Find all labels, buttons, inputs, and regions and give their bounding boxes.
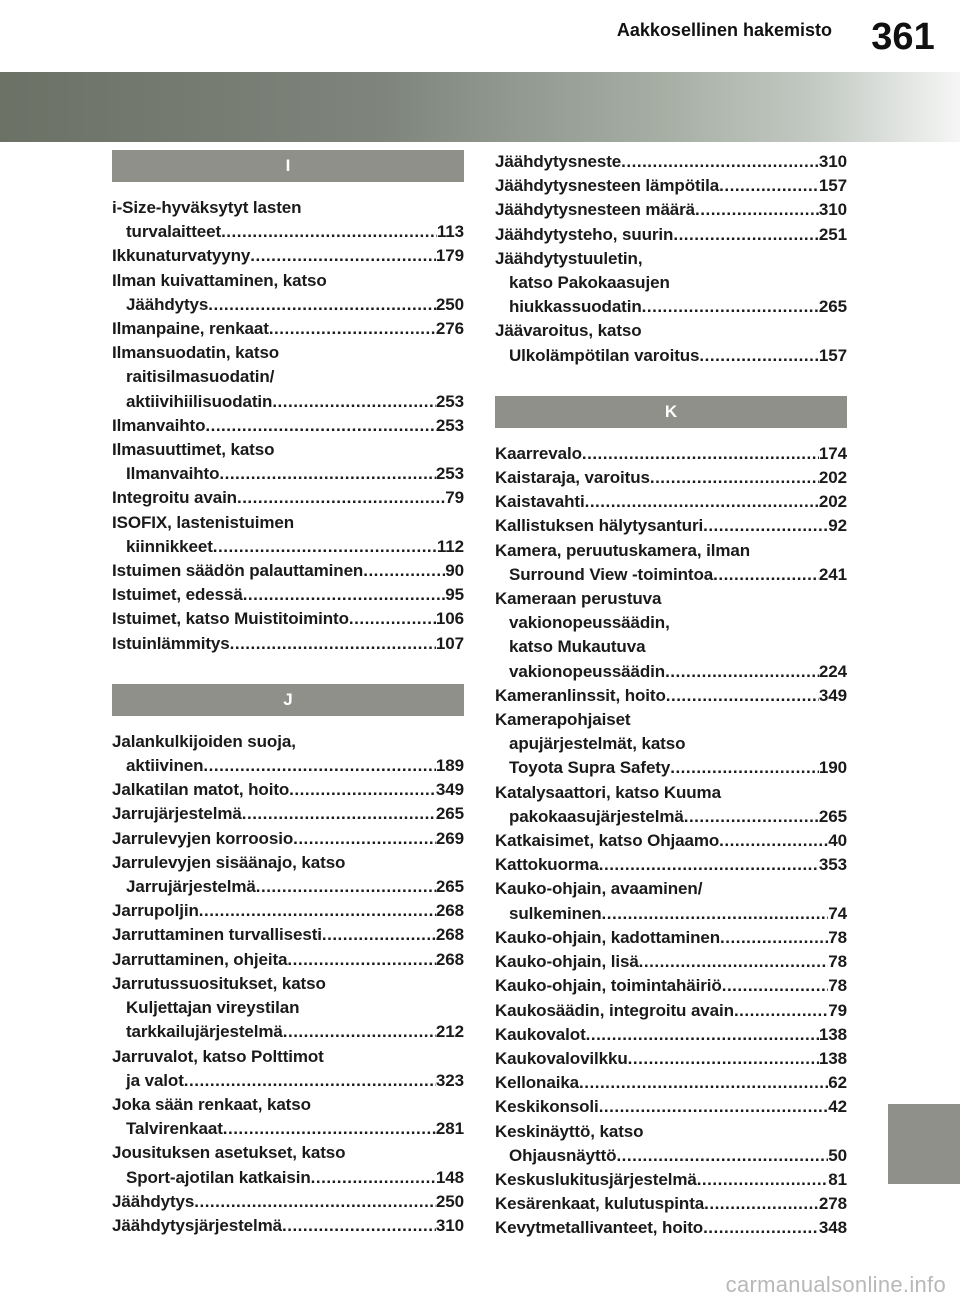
dot-leader [256, 875, 436, 899]
entry-text: Jarrupoljin [112, 901, 199, 921]
index-entry [112, 486, 464, 510]
index-entry [495, 853, 847, 877]
index-entry [112, 317, 464, 341]
index-entry [495, 150, 847, 174]
dot-leader [219, 462, 436, 486]
entry-text: Kamerapohjaiset [495, 710, 631, 730]
entry-text: Ilmasuuttimet, katso [112, 440, 275, 460]
entry-text: Integroitu avain [112, 488, 237, 508]
entry-text: Ulkolämpötilan varoitus [509, 345, 700, 365]
page-reference: 349 [435, 780, 464, 800]
entry-text: Talvirenkaat [126, 1119, 223, 1139]
entry-text: Keskikonsoli [495, 1097, 599, 1117]
index-entry [495, 950, 847, 974]
dot-leader [639, 950, 829, 974]
entry-text: Keskuslukitusjärjestelmä [495, 1169, 697, 1189]
index-entry [112, 851, 464, 899]
entry-text: sulkeminen [509, 903, 602, 923]
header-banner [0, 72, 960, 142]
entry-text: Kaukovalovilkku [495, 1048, 628, 1068]
dot-leader [213, 535, 437, 559]
entry-text: Kellonaika [495, 1073, 580, 1093]
entry-text: Jalkatilan matot, hoito [112, 780, 290, 800]
page-reference: 253 [435, 391, 464, 411]
page-reference: 269 [435, 828, 464, 848]
entry-text: kiinnikkeet [126, 536, 213, 556]
entry-text: Ikkunaturvatyyny [112, 246, 251, 266]
dot-leader [642, 295, 819, 319]
entry-text: apujärjestelmät, katso [509, 734, 686, 754]
entry-text: Kauko-ohjain, avaaminen/ [495, 879, 703, 899]
entry-text: Jarruvalot, katso Polttimot [112, 1046, 324, 1066]
index-entry [112, 607, 464, 631]
page-reference: 113 [436, 222, 464, 242]
dot-leader [621, 150, 819, 174]
page-reference: 265 [435, 804, 464, 824]
dot-leader [666, 684, 819, 708]
index-entry [112, 244, 464, 268]
page-reference: 78 [828, 976, 847, 996]
page-reference: 95 [445, 585, 464, 605]
page-reference: 189 [435, 756, 464, 776]
entry-text: Kuljettajan vireystilan [126, 998, 300, 1018]
page-reference: 265 [818, 806, 847, 826]
entry-text: Jäähdytysneste [495, 152, 622, 171]
entry-text: turvalaitteet [126, 222, 222, 242]
entry-text: Ilmanvaihto [112, 415, 206, 435]
dot-leader [194, 1190, 436, 1214]
entry-text: aktiivihiilisuodatin [126, 391, 273, 411]
entry-text: i-Size-hyväksytyt lasten [112, 198, 302, 217]
index-entry [112, 583, 464, 607]
dot-leader [670, 756, 819, 780]
entry-text: Keskinäyttö, katso [495, 1121, 644, 1141]
dot-leader [719, 829, 828, 853]
dot-leader [704, 1192, 819, 1216]
entry-text: Kaistaraja, varoitus [495, 468, 650, 488]
entry-text: Kauko-ohjain, lisä [495, 952, 639, 972]
index-entry [112, 559, 464, 583]
dot-leader [184, 1069, 436, 1093]
dot-leader [289, 778, 436, 802]
index-entry [112, 730, 464, 778]
page-reference: 40 [828, 831, 847, 851]
page-reference: 138 [818, 1024, 847, 1044]
index-entry [112, 827, 464, 851]
entry-text: Ohjausnäyttö [509, 1145, 617, 1165]
index-entry [112, 196, 464, 244]
page-reference: 79 [445, 488, 464, 508]
dot-leader [720, 926, 828, 950]
page-reference: 253 [435, 464, 464, 484]
index-entry [112, 778, 464, 802]
index-entry [112, 923, 464, 947]
page-reference: 50 [828, 1145, 847, 1165]
page-reference: 310 [818, 152, 847, 171]
entry-text: Jalankulkijoiden suoja, [112, 731, 296, 751]
entry-text: Istuimet, edessä [112, 585, 243, 605]
entry-text: Kaistavahti [495, 492, 585, 512]
index-entry [112, 632, 464, 656]
dot-leader [243, 583, 446, 607]
index-entry [495, 1168, 847, 1192]
page-number: 361 [846, 0, 960, 72]
entry-text: vakionopeussäädin, [509, 613, 670, 633]
entry-text: Ilmanvaihto [126, 464, 220, 484]
page-reference: 250 [435, 1191, 464, 1211]
entry-text: tarkkailujärjestelmä [126, 1022, 283, 1042]
dot-leader [205, 414, 436, 438]
page-reference: 92 [828, 516, 847, 536]
page-reference: 90 [445, 561, 464, 581]
entry-text: Kaarrevalo [495, 443, 582, 463]
dot-leader [713, 563, 819, 587]
dot-leader [250, 244, 436, 268]
page-reference: 281 [435, 1119, 464, 1139]
dot-leader [650, 466, 819, 490]
index-entry [112, 1141, 464, 1189]
dot-leader [283, 1020, 436, 1044]
dot-leader [203, 754, 436, 778]
index-column-right [495, 150, 847, 1241]
dot-leader [208, 293, 436, 317]
page-reference: 202 [818, 492, 847, 512]
entry-text: aktiivinen [126, 756, 204, 776]
dot-leader [699, 344, 819, 368]
entry-text: Kaukosäädin, integroitu avain [495, 1000, 734, 1020]
entry-text: Istuinlämmitys [112, 633, 230, 653]
entry-text: Istuimet, katso Muistitoiminto [112, 609, 349, 629]
page-reference: 174 [818, 443, 847, 463]
dot-leader [585, 490, 819, 514]
entry-text: Ilman kuivattaminen, katso [112, 270, 327, 290]
dot-leader [272, 390, 436, 414]
dot-leader [282, 1214, 436, 1238]
dot-leader [719, 174, 819, 198]
page-reference: 323 [435, 1070, 464, 1090]
entry-text: Katalysaattori, katso Kuuma [495, 782, 721, 802]
dot-leader [599, 853, 819, 877]
dot-leader [599, 1095, 829, 1119]
index-entry [112, 1045, 464, 1093]
dot-leader [199, 899, 436, 923]
page-reference: 79 [828, 1000, 847, 1020]
index-entry [495, 319, 847, 367]
page-reference: 353 [818, 855, 847, 875]
page-reference: 81 [828, 1169, 847, 1189]
entry-text: Jarrujärjestelmä [112, 804, 242, 824]
entry-text: katso Pakokaasujen [509, 273, 670, 293]
entry-text: Sport-ajotilan katkaisin [126, 1167, 311, 1187]
dot-leader [322, 923, 436, 947]
dot-leader [628, 1047, 819, 1071]
entry-text: Istuimen säädön palauttaminen [112, 561, 364, 581]
page-reference: 157 [818, 345, 847, 365]
dot-leader [221, 220, 437, 244]
page-reference: 268 [435, 949, 464, 969]
dot-leader [722, 974, 829, 998]
entry-text: Jäähdytysnesteen määrä [495, 200, 696, 220]
index-entry [495, 223, 847, 247]
entry-text: Jäävaroitus, katso [495, 321, 642, 341]
page-reference: 190 [818, 758, 847, 778]
entry-text: raitisilmasuodatin/ [126, 367, 275, 387]
entry-text: Kesärenkaat, kulutuspinta [495, 1194, 705, 1214]
index-entry [112, 899, 464, 923]
entry-text: ISOFIX, lastenistuimen [112, 512, 295, 532]
dot-leader [363, 559, 445, 583]
page-reference: 74 [828, 903, 847, 923]
page-reference: 148 [435, 1167, 464, 1187]
dot-leader [223, 1117, 436, 1141]
index-entry [495, 708, 847, 781]
index-entry [112, 802, 464, 826]
dot-leader [242, 802, 436, 826]
page-reference: 253 [435, 415, 464, 435]
index-entry [112, 269, 464, 317]
index-entry [495, 490, 847, 514]
page-reference: 107 [435, 633, 464, 653]
index-entry [495, 1216, 847, 1240]
dot-leader [703, 1216, 819, 1240]
index-entry [495, 1071, 847, 1095]
dot-leader [602, 902, 829, 926]
dot-leader [230, 632, 436, 656]
page-reference: 157 [818, 176, 847, 196]
page-reference: 212 [435, 1022, 464, 1042]
index-entry [495, 174, 847, 198]
entry-text: Kevytmetallivanteet, hoito [495, 1218, 704, 1238]
dot-leader [349, 607, 436, 631]
watermark: carmanualsonline.info [725, 1272, 946, 1297]
index-entry [112, 948, 464, 972]
index-entry [495, 877, 847, 925]
index-entry [112, 341, 464, 414]
dot-leader [293, 827, 436, 851]
index-entry [495, 781, 847, 829]
page-reference: 268 [435, 901, 464, 921]
entry-text: Kauko-ohjain, toimintahäiriö [495, 976, 722, 996]
page-reference: 268 [435, 925, 464, 945]
entry-text: Kameranlinssit, hoito [495, 685, 666, 705]
entry-text: Jarrutussuositukset, katso [112, 973, 326, 993]
page-reference: 278 [818, 1194, 847, 1214]
index-entry [112, 1190, 464, 1214]
entry-text: Jousituksen asetukset, katso [112, 1143, 346, 1163]
entry-text: Katkaisimet, katso Ohjaamo [495, 831, 720, 851]
index-entry [495, 1120, 847, 1168]
index-entry [495, 829, 847, 853]
page-reference: 251 [818, 224, 847, 244]
page-reference: 265 [435, 877, 464, 897]
dot-leader [703, 514, 828, 538]
page-reference: 202 [818, 468, 847, 488]
entry-text: Ilmansuodatin, katso [112, 343, 280, 363]
entry-text: Jäähdytysteho, suurin [495, 224, 674, 244]
index-entry [495, 514, 847, 538]
index-entry [495, 442, 847, 466]
index-entry [112, 1214, 464, 1238]
entry-text: Surround View -toimintoa [509, 564, 714, 584]
index-column-left [112, 150, 464, 1238]
entry-text: Jäähdytys [126, 294, 209, 314]
entry-text: Jarrulevyjen korroosio [112, 828, 294, 848]
page-reference: 310 [435, 1215, 464, 1235]
page-reference: 106 [435, 609, 464, 629]
entry-text: Toyota Supra Safety [509, 758, 671, 778]
entry-text: Kaukovalot [495, 1024, 586, 1044]
dot-leader [237, 486, 445, 510]
dot-leader [616, 1144, 828, 1168]
page-title: Aakkosellinen hakemisto [616, 20, 832, 40]
page-reference: 310 [818, 200, 847, 220]
page-reference: 112 [436, 536, 464, 556]
entry-text: Jarrulevyjen sisäänajo, katso [112, 852, 346, 872]
entry-text: pakokaasujärjestelmä [509, 806, 684, 826]
index-entry [495, 1095, 847, 1119]
dot-leader [734, 999, 828, 1023]
dot-leader [287, 948, 436, 972]
page-reference: 78 [828, 952, 847, 972]
index-entry [112, 1093, 464, 1141]
entry-text: Jäähdytys [112, 1191, 195, 1211]
section-header-i: I [112, 150, 464, 182]
page-reference: 265 [818, 297, 847, 317]
entry-text: ja valot [126, 1070, 184, 1090]
entry-text: vakionopeussäädin [509, 661, 666, 681]
index-entry [112, 438, 464, 486]
entry-text: Jäähdytysjärjestelmä [112, 1215, 282, 1235]
entry-text: Jäähdytystuuletin, [495, 248, 643, 268]
page-reference: 62 [828, 1073, 847, 1093]
section-side-tab [888, 1104, 960, 1184]
dot-leader [579, 1071, 828, 1095]
index-entry [495, 1023, 847, 1047]
page-reference: 276 [435, 319, 464, 339]
entry-text: Kallistuksen hälytysanturi [495, 516, 704, 536]
dot-leader [697, 1168, 829, 1192]
entry-text: Jäähdytysnesteen lämpötila [495, 176, 720, 196]
index-entry [495, 198, 847, 222]
index-entry [495, 247, 847, 320]
index-entry [495, 587, 847, 684]
dot-leader [695, 198, 819, 222]
entry-text: Ilmanpaine, renkaat [112, 319, 269, 339]
dot-leader [269, 317, 436, 341]
entry-text: hiukkassuodatin [509, 297, 642, 317]
index-entry [495, 926, 847, 950]
entry-text: Kameraan perustuva [495, 589, 662, 609]
index-entry [495, 684, 847, 708]
dot-leader [684, 805, 819, 829]
dot-leader [665, 660, 819, 684]
page-reference: 349 [818, 685, 847, 705]
entry-text: Kattokuorma [495, 855, 599, 875]
page-reference: 42 [828, 1097, 847, 1117]
page-reference: 241 [818, 564, 847, 584]
entry-text: Kauko-ohjain, kadottaminen [495, 927, 721, 947]
index-entry [495, 999, 847, 1023]
dot-leader [582, 442, 819, 466]
index-entry [495, 539, 847, 587]
entry-text: katso Mukautuva [509, 637, 646, 657]
entry-text: Jarruttaminen, ohjeita [112, 949, 288, 969]
dot-leader [311, 1166, 436, 1190]
page-reference: 250 [435, 294, 464, 314]
page-reference: 348 [818, 1218, 847, 1238]
index-entry [495, 974, 847, 998]
page-reference: 138 [818, 1048, 847, 1068]
dot-leader [673, 223, 819, 247]
dot-leader [586, 1023, 819, 1047]
entry-text: Jarruttaminen turvallisesti [112, 925, 322, 945]
index-entry [112, 511, 464, 559]
section-header-k: K [495, 396, 847, 428]
index-entry [495, 1192, 847, 1216]
section-header-j: J [112, 684, 464, 716]
entry-text: Kamera, peruutuskamera, ilman [495, 540, 751, 560]
page-reference: 78 [828, 927, 847, 947]
index-entry [495, 466, 847, 490]
index-entry [112, 972, 464, 1045]
index-entry [112, 414, 464, 438]
page-reference: 224 [818, 661, 847, 681]
page-reference: 179 [435, 246, 464, 266]
entry-text: Jarrujärjestelmä [126, 877, 256, 897]
entry-text: Joka sään renkaat, katso [112, 1094, 311, 1114]
index-entry [495, 1047, 847, 1071]
